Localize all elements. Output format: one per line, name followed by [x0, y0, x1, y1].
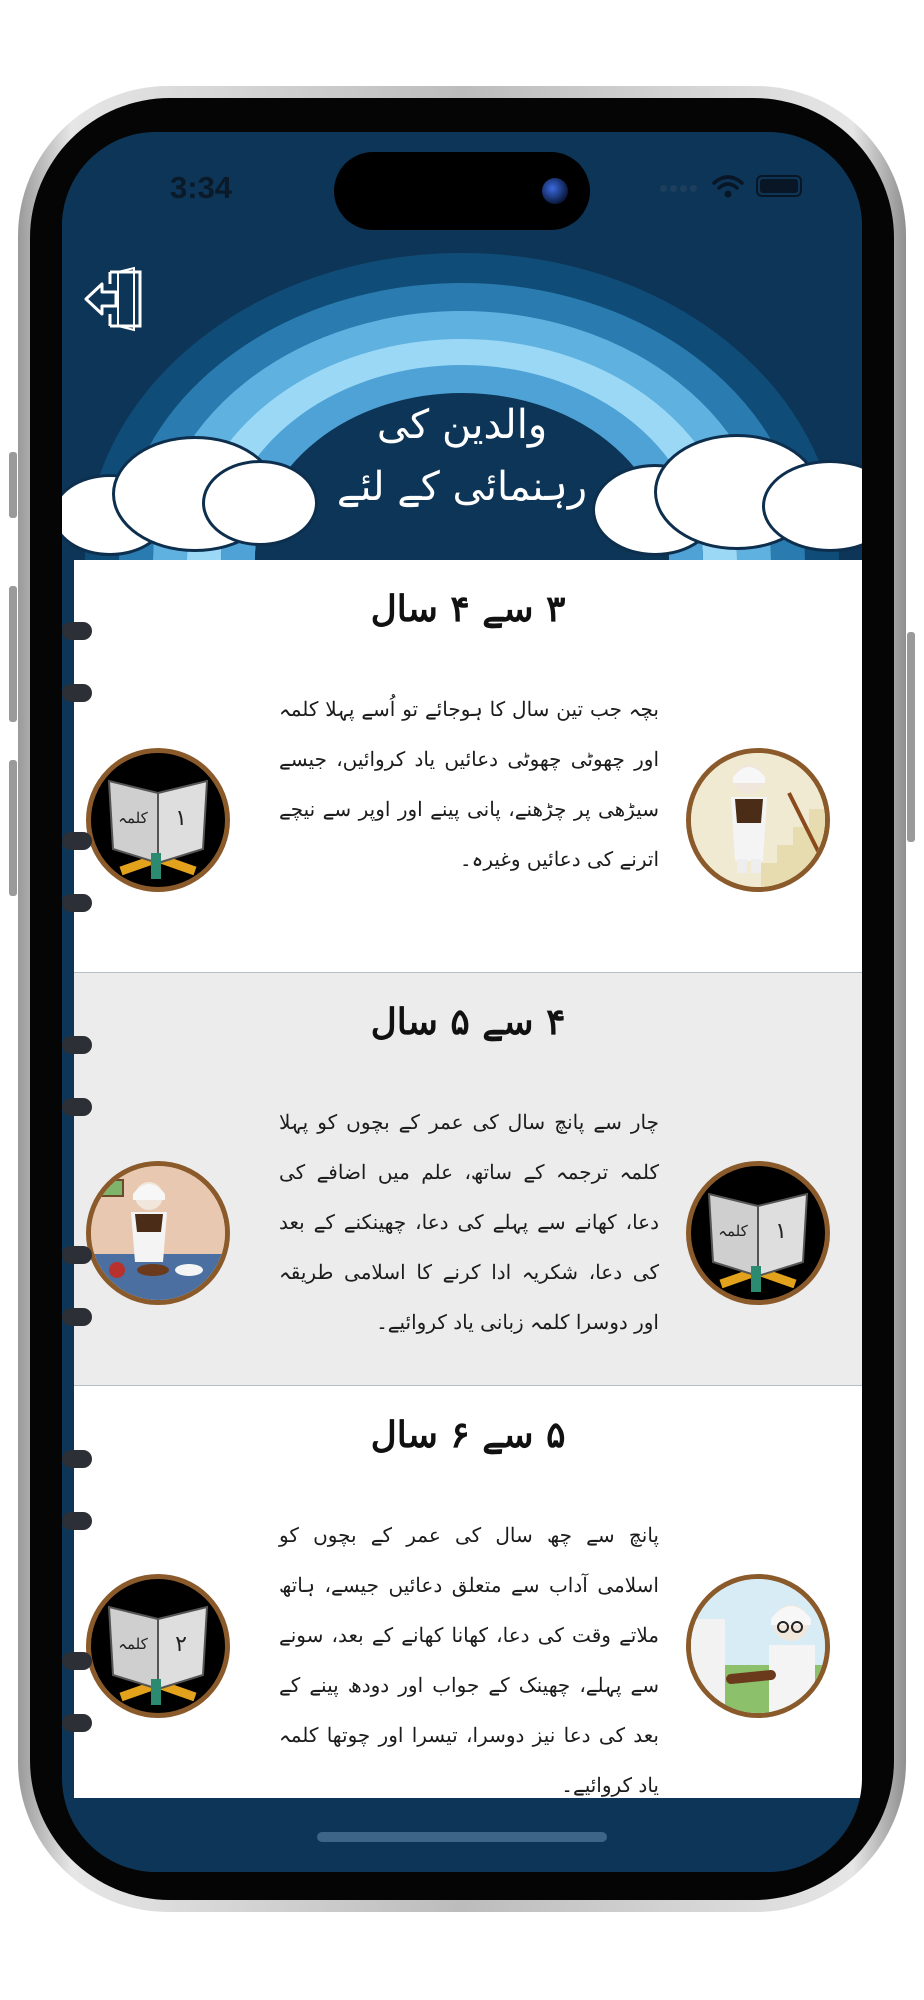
book-word: کلمہ [118, 1635, 148, 1653]
home-indicator[interactable] [317, 1832, 607, 1842]
section-text: پانچ سے چھ سال کی عمر کے بچوں کو اسلامی آداب سے متعلق دعائیں جیسے، ہاتھ ملاتے وقت کی دعا، کھانا کھانے کے بعد، سونے سے پہلے، چھینک کے جواب اور دودھ پینے کے بعد کی دعا نیز دوسرا، تیسرا اور چوتھا کلمہ یاد کروائیے۔ [279, 1523, 659, 1797]
logout-icon [82, 264, 146, 334]
page-title [312, 394, 612, 518]
wifi-icon [712, 174, 744, 198]
title-line-1: والدین کی [376, 402, 548, 448]
right-cloud [592, 430, 862, 550]
battery-icon [756, 175, 802, 197]
binder-ring [62, 832, 92, 850]
binder-ring [62, 1098, 92, 1116]
binder-ring [62, 684, 92, 702]
child-stairs-illustration [686, 748, 830, 892]
quran-book-icon [686, 1161, 830, 1305]
section-text: چار سے پانچ سال کی عمر کے بچوں کو پہلا کلمہ ترجمہ کے ساتھ، علم میں اضافے کی دعا، کھانے سے پہلے کی دعا، چھینکنے کے بعد کی دعا، شکریہ ادا کرنے کا اسلامی طریقہ اور دوسرا کلمہ زبانی یاد کروائیے۔ [279, 1110, 659, 1334]
section-heading: ۵ سے ۶ سال [370, 1414, 566, 1456]
binder-ring [62, 1652, 92, 1670]
age-guidance-list [74, 560, 862, 1798]
section-text: بچہ جب تین سال کا ہوجائے تو اُسے پہلا کلمہ اور چھوٹی چھوٹی دعائیں یاد کروائیں، جیسے سیڑھی پر چڑھنے، پانی پینے اور اوپر سے نیچے اترنے کی دعائیں وغیرہ۔ [279, 697, 659, 871]
left-cloud [62, 430, 322, 550]
binder-ring [62, 1450, 92, 1468]
binder-ring [62, 1246, 92, 1264]
binder-ring [62, 1308, 92, 1326]
child-eating-illustration [86, 1161, 230, 1305]
binder-ring [62, 894, 92, 912]
title-line-2: رہنمائی کے لئے [336, 464, 588, 510]
app-screen [62, 132, 862, 1872]
logout-button[interactable] [82, 264, 146, 334]
binder-ring [62, 1036, 92, 1054]
status-bar [62, 132, 862, 232]
binder-ring [62, 1512, 92, 1530]
list-item-age-5-6 [74, 1386, 862, 1798]
book-number: ٢ [175, 1632, 187, 1657]
book-word: کلمہ [118, 809, 148, 827]
signal-icon [660, 177, 700, 196]
quran-book-icon [86, 748, 230, 892]
list-item-age-3-4 [74, 560, 862, 973]
section-heading: ۴ سے ۵ سال [370, 1001, 566, 1043]
silent-switch [9, 452, 17, 518]
list-item-age-4-5 [74, 973, 862, 1386]
volume-up-button [9, 586, 17, 722]
book-number: ١ [775, 1219, 787, 1244]
section-heading: ۳ سے ۴ سال [370, 588, 566, 630]
notebook-spine [62, 560, 74, 1774]
power-button [907, 632, 915, 842]
book-number: ١ [175, 806, 187, 831]
binder-ring [62, 1714, 92, 1732]
status-time: 3:34 [170, 170, 233, 205]
status-icons [660, 174, 802, 198]
volume-down-button [9, 760, 17, 896]
quran-book-icon [86, 1574, 230, 1718]
children-handshake-illustration [686, 1574, 830, 1718]
binder-ring [62, 622, 92, 640]
book-word: کلمہ [718, 1222, 748, 1240]
dynamic-island [334, 152, 590, 230]
camera-icon [542, 178, 568, 204]
